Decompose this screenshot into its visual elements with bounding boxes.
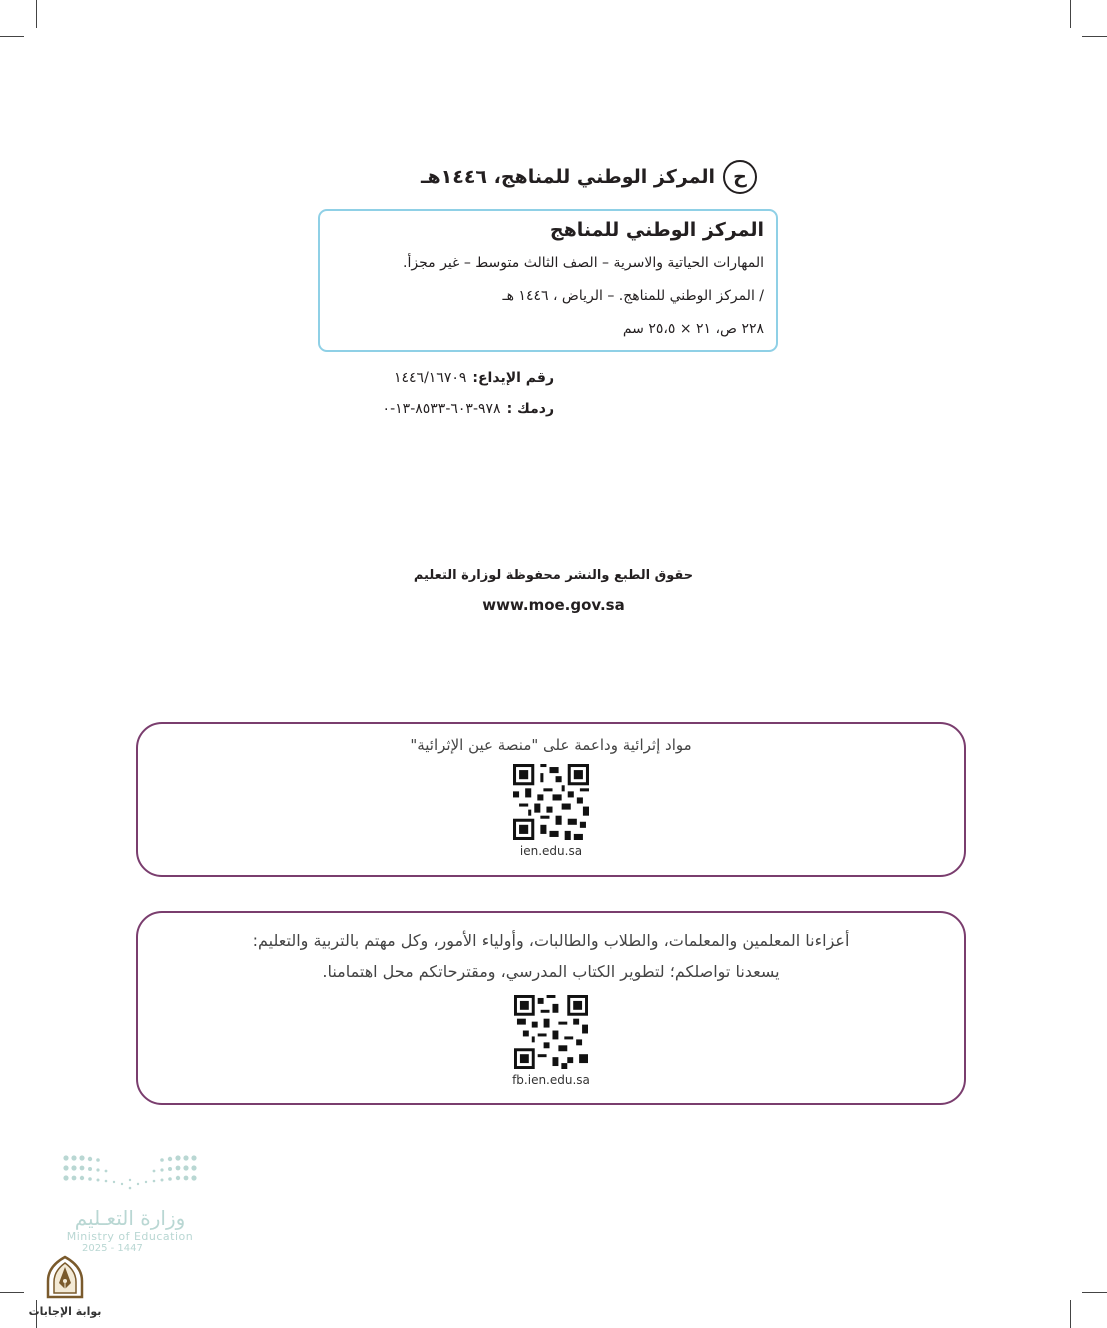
qr-code-icon[interactable] [513,764,589,840]
ministry-dots-icon [60,1152,200,1196]
enrichment-box [136,722,966,877]
cataloging-line: المهارات الحياتية والاسرية – الصف الثالث متوسط – غير مجزأ. [403,255,764,271]
isbn-value: ٩٧٨-٦٠٣-٨٥٣٣-١٣-٠ [382,401,501,417]
cataloging-title: المركز الوطني للمناهج [549,219,764,241]
ministry-years: 2025 - 1447 [82,1243,143,1254]
feedback-line: أعزاءنا المعلمين والمعلمات، والطلاب والطالبات، وأولياء الأمور، وكل مهتم بالتربية والتعليم: [252,931,850,950]
crop-mark [1070,0,1071,28]
ministry-name-arabic: وزارة التعـليم [74,1206,186,1230]
crop-mark [0,1292,24,1293]
crop-mark [1082,36,1107,37]
isbn-label: ردمك : [506,401,554,417]
rights-notice: حقوق الطبع والنشر محفوظة لوزارة التعليم [413,568,694,583]
cataloging-line: / المركز الوطني للمناهج. – الرياض ، ١٤٤٦ هـ [502,288,764,304]
crop-mark [1082,1292,1107,1293]
ministry-name-english: Ministry of Education [66,1230,194,1243]
deposit-value: ١٤٤٦/١٦٧٠٩ [393,370,467,386]
qr-caption: fb.ien.edu.sa [512,1073,590,1087]
feedback-line: يسعدنا تواصلكم؛ لتطوير الكتاب المدرسي، ومقترحاتكم محل اهتمامنا. [322,962,780,981]
cataloging-box [318,209,778,352]
ministry-logo [60,1152,200,1272]
website-link[interactable]: www.moe.gov.sa [482,596,625,614]
crop-mark [1070,1300,1071,1328]
qr-caption: ien.edu.sa [519,844,583,858]
crop-mark [0,36,24,37]
feedback-box [136,911,966,1105]
cataloging-line: ٢٢٨ ص، ٢١ × ٢٥،٥ سم [622,321,764,337]
isbn-number [383,401,554,417]
answers-gate-watermark [28,1255,102,1318]
qr-code-icon[interactable] [514,995,588,1069]
enrichment-text: مواد إثرائية وداعمة على "منصة عين الإثرائية" [410,736,692,754]
copyright-text: المركز الوطني للمناهج، ١٤٤٦هـ [420,166,715,188]
pen-nib-icon [44,1255,86,1299]
copyright-symbol: ح [723,160,757,194]
watermark-text: بوابة الإجابات [28,1305,102,1318]
copyright-line [337,160,757,194]
deposit-number [394,370,554,386]
deposit-label: رقم الإيداع: [472,370,554,386]
crop-mark [36,0,37,28]
